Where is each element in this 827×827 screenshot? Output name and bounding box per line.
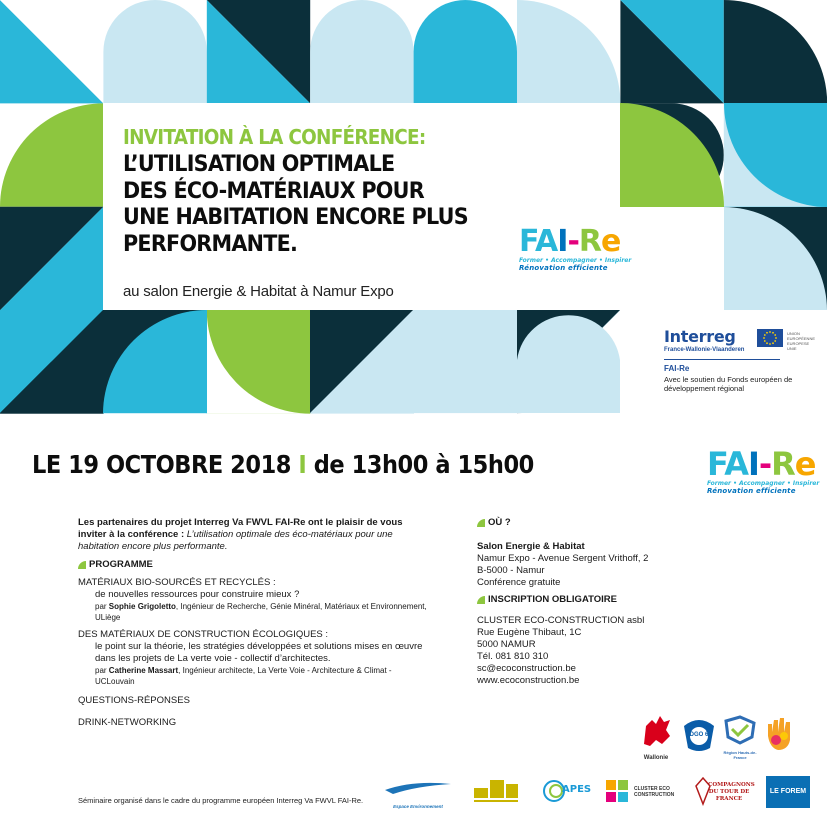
- where-heading: OÙ ?: [477, 517, 707, 529]
- invitation-heading: INVITATION À LA CONFÉRENCE:: [123, 125, 426, 149]
- pattern-shape: [103, 0, 206, 103]
- org-phone: Tél. 081 810 310: [477, 651, 549, 662]
- venue-address: Namur Expo - Avenue Sergent Vrithoff, 2: [477, 553, 649, 564]
- faire-logo-word: FAI-Re: [519, 224, 621, 259]
- faire-logo-word: FAI-Re: [707, 445, 816, 483]
- interreg-logo: [664, 327, 814, 393]
- item-desc: le point sur la théorie, les stratégies développées et solutions mises en œuvre dans les projets de La verte voie - collectif d’architectes.: [95, 641, 423, 664]
- event-date: [32, 450, 534, 479]
- leaf-icon: [477, 596, 485, 604]
- rooster-icon: [636, 714, 676, 750]
- cluster-eco-construction-logo: CLUSTER ECO CONSTRUCTION: [604, 778, 668, 806]
- dgo6-logo: DGO 6: [680, 718, 718, 752]
- apes-logo: APES: [542, 777, 588, 805]
- register-heading: INSCRIPTION OBLIGATOIRE: [477, 594, 707, 606]
- title-line: L’UTILISATION OPTIMALE: [123, 151, 395, 177]
- free-entry: Conférence gratuite: [477, 577, 561, 588]
- le-forem-logo: LE FOREM: [766, 776, 810, 808]
- title-line: DES ÉCO-MATÉRIAUX POUR: [123, 177, 424, 204]
- programme-heading: PROGRAMME: [78, 559, 433, 571]
- item-title: MATÉRIAUX BIO-SOURCÉS ET RECYCLÉS :: [78, 577, 276, 588]
- venue-city: B-5000 - Namur: [477, 565, 545, 576]
- leaf-icon: [78, 561, 86, 569]
- interreg-brand: Interreg: [664, 327, 736, 346]
- pattern-shape: [724, 0, 827, 103]
- divider: [664, 359, 780, 360]
- date-separator: I: [298, 450, 307, 479]
- title-card: [103, 103, 516, 310]
- intro-bold: Les partenaires du projet Interreg Va FWVL FAI-Re ont le plaisir de vous inviter à la conférence :: [78, 517, 403, 540]
- pattern-shape: [310, 0, 413, 103]
- item-title: DES MATÉRIAUX DE CONSTRUCTION ÉCOLOGIQUES :: [78, 629, 329, 640]
- org-name: CLUSTER ECO-CONSTRUCTION asbl: [477, 615, 645, 626]
- leaf-icon: [477, 519, 485, 527]
- faire-subline: Rénovation efficiente: [707, 487, 796, 495]
- faire-logo: [519, 224, 632, 272]
- conference-subtitle: au salon Energie & Habitat à Namur Expo: [123, 283, 394, 300]
- org-city: 5000 NAMUR: [477, 639, 536, 650]
- interreg-support: Avec le soutien du Fonds européen de développement régional: [664, 375, 793, 393]
- org-street: Rue Eugène Thibaut, 1C: [477, 627, 582, 638]
- pattern-shape: [0, 103, 103, 206]
- pattern-shape: [414, 0, 517, 103]
- programme-item: [78, 577, 433, 623]
- org-website-link[interactable]: www.ecoconstruction.be: [477, 675, 580, 686]
- faire-logo: [707, 445, 820, 495]
- espace-environnement-logo: Espace Environnement: [383, 778, 453, 810]
- practical-info-column: [477, 517, 707, 687]
- faire-tagline: Former • Accompagner • Inspirer: [519, 257, 632, 264]
- hand-paint-logo: [762, 716, 798, 754]
- item-speaker: par Catherine Massart, Ingénieur architecte, La Verte Voie - Architecture & Climat - UCLouvain: [95, 666, 392, 686]
- programme-column: [78, 517, 433, 729]
- eu-flag-icon: [757, 329, 783, 347]
- item-desc: de nouvelles ressources pour construire mieux ?: [95, 589, 300, 600]
- pattern-shape: [517, 0, 620, 103]
- title-line: PERFORMANTE.: [123, 230, 298, 257]
- eu-text: UNION EUROPÉENNE EUROPESE UNIE: [787, 331, 816, 351]
- interreg-region: France-Wallonie-Vlaanderen: [664, 347, 745, 353]
- pattern-shape: [517, 315, 620, 413]
- org-email-link[interactable]: sc@ecoconstruction.be: [477, 663, 576, 674]
- programme-item: QUESTIONS-RÉPONSES: [78, 695, 190, 706]
- footer-note: Séminaire organisé dans le cadre du programme européen Interreg Va FWVL FAI-Re.: [78, 796, 364, 805]
- compagnons-logo: COMPAGNONS DU TOUR DE FRANCE: [694, 776, 750, 806]
- title-line: UNE HABITATION ENCORE PLUS: [123, 204, 468, 230]
- programme-item: DRINK-NETWORKING: [78, 717, 177, 728]
- programme-item: [78, 629, 433, 687]
- event-time: de 13h00 à 15h00: [313, 450, 534, 479]
- conference-title: [123, 151, 491, 257]
- wallonie-logo: Wallonie: [636, 714, 676, 762]
- item-speaker: par Sophie Grigoletto, Ingénieur de Recherche, Génie Minéral, Matériaux et Environnement, ULiège: [95, 602, 427, 622]
- hauts-de-france-logo: Région Hauts-de-France: [722, 715, 758, 760]
- pattern-shape: [620, 207, 724, 310]
- event-day: LE 19 OCTOBRE 2018: [32, 450, 292, 479]
- interreg-project: FAI-Re: [664, 364, 690, 373]
- yellow-building-logo: [470, 776, 522, 806]
- intro-italic: L’utilisation optimale des éco-matériaux pour une habitation encore plus performante.: [78, 529, 393, 552]
- faire-subline: Rénovation efficiente: [519, 264, 608, 272]
- faire-tagline: Former • Accompagner • Inspirer: [707, 480, 820, 487]
- intro-text: [78, 517, 433, 553]
- venue-name: Salon Energie & Habitat: [477, 541, 585, 552]
